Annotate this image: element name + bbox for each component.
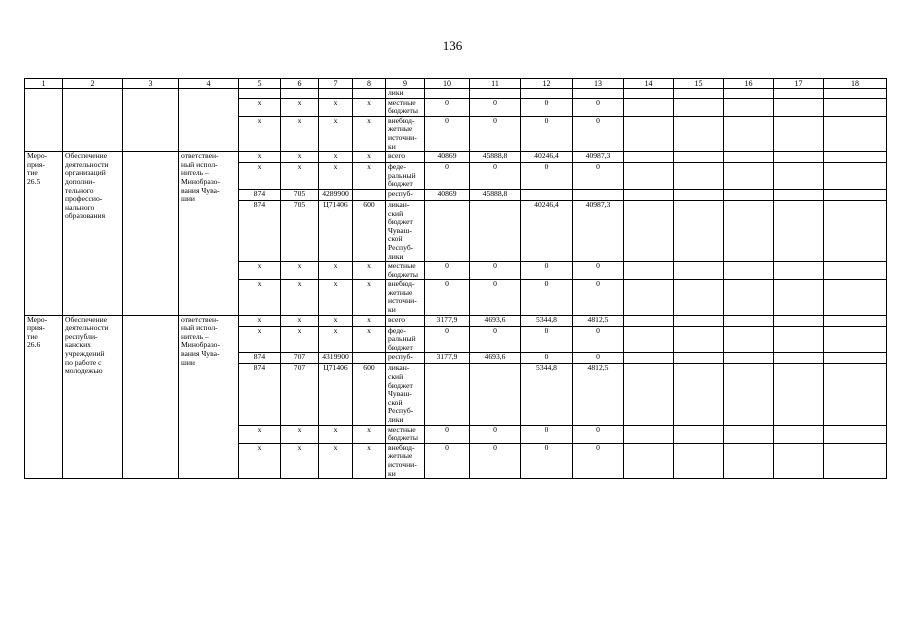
cell-empty-col15 <box>674 425 724 443</box>
cell-chapter: 874 <box>239 353 281 364</box>
cell-empty-col14 <box>624 262 674 280</box>
cell-value-col10: 0 <box>425 425 470 443</box>
cell-empty-col14 <box>624 315 674 326</box>
cell-value-col10: 0 <box>425 163 470 190</box>
cell-empty-col18 <box>824 98 887 116</box>
cell-executor <box>179 89 239 152</box>
cell-empty-col15 <box>674 353 724 364</box>
cell-empty-col16 <box>724 280 774 315</box>
cell-value-col10: 3177,9 <box>425 315 470 326</box>
cell-empty-col17 <box>774 326 824 353</box>
cell-funding-source: феде- ральный бюджет <box>386 326 425 353</box>
cell-target-article: х <box>319 152 353 163</box>
cell-funding-source: ликан- ский бюджет Чуваш- ской Респуб- лики <box>386 364 425 425</box>
cell-section: х <box>281 152 319 163</box>
cell-section: 707 <box>281 353 319 364</box>
cell-empty-col18 <box>824 116 887 151</box>
cell-value-col12: 0 <box>521 98 573 116</box>
cell-value-col11: 45888,8 <box>470 152 521 163</box>
cell-expense-type: 600 <box>353 364 386 425</box>
cell-target-article: х <box>319 98 353 116</box>
header-cell: 7 <box>319 79 353 89</box>
cell-value-col11: 0 <box>470 116 521 151</box>
cell-target-article: х <box>319 425 353 443</box>
cell-empty-col14 <box>624 364 674 425</box>
header-cell: 13 <box>573 79 624 89</box>
cell-target-article: 4319900 <box>319 353 353 364</box>
cell-col3 <box>123 152 179 316</box>
cell-empty-col14 <box>624 443 674 478</box>
cell-expense-type: х <box>353 152 386 163</box>
page-number: 136 <box>442 38 463 53</box>
cell-chapter: х <box>239 425 281 443</box>
cell-empty-col14 <box>624 353 674 364</box>
header-cell: 2 <box>63 79 123 89</box>
cell-value-col11 <box>470 200 521 261</box>
cell-empty-col16 <box>724 326 774 353</box>
cell-value-col13: 0 <box>573 116 624 151</box>
cell-value-col10: 0 <box>425 262 470 280</box>
cell-value-col13: 0 <box>573 280 624 315</box>
cell-empty-col15 <box>674 364 724 425</box>
cell-empty-col16 <box>724 364 774 425</box>
cell-funding-source: ликан- ский бюджет Чуваш- ской Респуб- лики <box>386 200 425 261</box>
cell-value-col13: 40987,3 <box>573 152 624 163</box>
cell-chapter: х <box>239 315 281 326</box>
cell-chapter: х <box>239 116 281 151</box>
cell-value-col11: 4693,6 <box>470 315 521 326</box>
cell-section: 707 <box>281 364 319 425</box>
header-cell: 16 <box>724 79 774 89</box>
cell-value-col12: 5344,8 <box>521 364 573 425</box>
cell-value-col11: 45888,8 <box>470 189 521 200</box>
cell-expense-type: х <box>353 326 386 353</box>
table-row <box>25 315 887 326</box>
cell-value-col13: 40987,3 <box>573 200 624 261</box>
cell-section: х <box>281 280 319 315</box>
cell-measure-name: Обеспечение деятельности республи- канских учреждений по работе с молодежью <box>63 315 123 479</box>
cell-chapter: х <box>239 262 281 280</box>
cell-value-col11: 0 <box>470 163 521 190</box>
cell-empty-col17 <box>774 353 824 364</box>
cell-empty <box>319 89 353 99</box>
cell-funding-source: всего <box>386 152 425 163</box>
cell-value-col13: 0 <box>573 98 624 116</box>
cell-expense-type: 600 <box>353 200 386 261</box>
cell-value-col13: 0 <box>573 425 624 443</box>
cell-empty-col16 <box>724 262 774 280</box>
cell-value-col12: 0 <box>521 326 573 353</box>
header-cell: 17 <box>774 79 824 89</box>
cell-expense-type <box>353 189 386 200</box>
cell-empty-col16 <box>724 443 774 478</box>
cell-empty-col15 <box>674 262 724 280</box>
cell-expense-type: х <box>353 262 386 280</box>
cell-value-col10: 0 <box>425 443 470 478</box>
cell-value-col12: 40246,4 <box>521 152 573 163</box>
cell-empty <box>674 89 724 99</box>
cell-section: х <box>281 98 319 116</box>
cell-chapter: х <box>239 326 281 353</box>
cell-empty <box>239 89 281 99</box>
cell-section: х <box>281 262 319 280</box>
cell-empty-col16 <box>724 353 774 364</box>
cell-empty-col16 <box>724 315 774 326</box>
cell-empty-col18 <box>824 280 887 315</box>
cell-empty-col18 <box>824 189 887 200</box>
cell-empty-col16 <box>724 152 774 163</box>
cell-funding-source: местные бюджеты <box>386 262 425 280</box>
cell-empty-col14 <box>624 189 674 200</box>
cell-expense-type: х <box>353 315 386 326</box>
cell-empty-col14 <box>624 326 674 353</box>
cell-empty-col18 <box>824 315 887 326</box>
cell-empty-col18 <box>824 364 887 425</box>
cell-funding-source: внебюд- жетные источни- ки <box>386 443 425 478</box>
header-cell: 15 <box>674 79 724 89</box>
cell-empty-col16 <box>724 200 774 261</box>
cell-target-article: х <box>319 315 353 326</box>
cell-value-col13: 0 <box>573 353 624 364</box>
cell-empty-col17 <box>774 189 824 200</box>
cell-value-col10: 0 <box>425 98 470 116</box>
cell-empty-col15 <box>674 116 724 151</box>
cell-empty-col17 <box>774 116 824 151</box>
cell-value-col11: 0 <box>470 262 521 280</box>
cell-empty-col17 <box>774 315 824 326</box>
cell-empty <box>624 89 674 99</box>
cell-value-col10 <box>425 200 470 261</box>
cell-empty-col16 <box>724 425 774 443</box>
cell-measure-name <box>63 89 123 152</box>
cell-funding-source: феде- ральный бюджет <box>386 163 425 190</box>
cell-empty-col16 <box>724 163 774 190</box>
cell-expense-type: х <box>353 280 386 315</box>
cell-value-col10: 40869 <box>425 189 470 200</box>
cell-value-col11: 0 <box>470 425 521 443</box>
cell-funding-source: внебюд- жетные источни- ки <box>386 280 425 315</box>
cell-chapter: х <box>239 152 281 163</box>
cell-section: х <box>281 163 319 190</box>
cell-value-col10: 40869 <box>425 152 470 163</box>
cell-empty-col15 <box>674 326 724 353</box>
cell-empty <box>521 89 573 99</box>
cell-chapter: х <box>239 280 281 315</box>
cell-empty-col15 <box>674 98 724 116</box>
cell-empty-col15 <box>674 443 724 478</box>
cell-value-col13: 4812,5 <box>573 364 624 425</box>
cell-empty-col17 <box>774 200 824 261</box>
cell-target-article: х <box>319 262 353 280</box>
cell-empty-col18 <box>824 200 887 261</box>
cell-empty-col18 <box>824 152 887 163</box>
cell-empty-col18 <box>824 262 887 280</box>
cell-empty-col18 <box>824 425 887 443</box>
cell-empty-col15 <box>674 200 724 261</box>
cell-section: 705 <box>281 200 319 261</box>
cell-value-col12: 0 <box>521 353 573 364</box>
cell-funding-source: местные бюджеты <box>386 425 425 443</box>
cell-empty <box>824 89 887 99</box>
cell-target-article: х <box>319 163 353 190</box>
cell-funding-source: респуб- <box>386 353 425 364</box>
cell-target-article: х <box>319 280 353 315</box>
cell-empty-col17 <box>774 425 824 443</box>
cell-empty-col18 <box>824 326 887 353</box>
header-cell: 9 <box>386 79 425 89</box>
cell-value-col10: 0 <box>425 280 470 315</box>
cell-funding-source: респуб- <box>386 189 425 200</box>
cell-empty <box>353 89 386 99</box>
cell-section: х <box>281 326 319 353</box>
cell-value-col12: 0 <box>521 262 573 280</box>
cell-expense-type: х <box>353 163 386 190</box>
cell-chapter: х <box>239 163 281 190</box>
header-cell: 10 <box>425 79 470 89</box>
cell-value-col13: 0 <box>573 163 624 190</box>
cell-expense-type: х <box>353 98 386 116</box>
cell-chapter: 874 <box>239 200 281 261</box>
cell-funding-source: местные бюджеты <box>386 98 425 116</box>
header-cell: 14 <box>624 79 674 89</box>
cell-empty-col17 <box>774 443 824 478</box>
cell-value-col12: 0 <box>521 443 573 478</box>
cell-empty-col15 <box>674 163 724 190</box>
cell-target-article: Ц71406 <box>319 200 353 261</box>
cell-target-article: х <box>319 443 353 478</box>
cell-empty-col16 <box>724 98 774 116</box>
cell-empty-col16 <box>724 189 774 200</box>
cell-expense-type: х <box>353 425 386 443</box>
cell-value-col12: 0 <box>521 280 573 315</box>
cell-empty-col17 <box>774 262 824 280</box>
cell-empty-col15 <box>674 152 724 163</box>
cell-section: х <box>281 116 319 151</box>
cell-measure-label: Меро- прия- тие 26.6 <box>25 315 63 479</box>
cell-value-col13: 0 <box>573 262 624 280</box>
cell-executor: ответствен- ный испол- нитель – Минобразо- вания Чува- шии <box>179 315 239 479</box>
header-cell: 18 <box>824 79 887 89</box>
cell-expense-type <box>353 353 386 364</box>
cell-empty-col14 <box>624 425 674 443</box>
cell-value-col11 <box>470 364 521 425</box>
cell-target-article: Ц71406 <box>319 364 353 425</box>
cell-empty-col14 <box>624 152 674 163</box>
header-cell: 6 <box>281 79 319 89</box>
cell-value-col13 <box>573 189 624 200</box>
header-cell: 12 <box>521 79 573 89</box>
cell-chapter: х <box>239 98 281 116</box>
cell-col3 <box>123 315 179 479</box>
cell-empty-col17 <box>774 98 824 116</box>
header-cell: 1 <box>25 79 63 89</box>
cell-empty-col17 <box>774 280 824 315</box>
cell-value-col12: 0 <box>521 116 573 151</box>
cell-empty <box>425 89 470 99</box>
cell-empty-col16 <box>724 116 774 151</box>
cell-section: х <box>281 425 319 443</box>
cell-value-col12: 5344,8 <box>521 315 573 326</box>
cell-funding-source: лики <box>386 89 425 99</box>
cell-value-col13: 0 <box>573 326 624 353</box>
table-row <box>25 152 887 163</box>
cell-empty <box>470 89 521 99</box>
header-cell: 8 <box>353 79 386 89</box>
header-row <box>25 79 887 89</box>
cell-value-col11: 0 <box>470 443 521 478</box>
cell-executor: ответствен- ный испол- нитель – Минобразо- вания Чува- шии <box>179 152 239 316</box>
cell-empty-col14 <box>624 98 674 116</box>
cell-chapter: х <box>239 443 281 478</box>
cell-measure-name: Обеспечение деятельности организаций дополни- тельного профессио- нального образования <box>63 152 123 316</box>
cell-expense-type: х <box>353 116 386 151</box>
header-cell: 5 <box>239 79 281 89</box>
header-cell: 4 <box>179 79 239 89</box>
cell-empty-col17 <box>774 163 824 190</box>
cell-empty <box>281 89 319 99</box>
cell-value-col10: 0 <box>425 326 470 353</box>
header-cell: 11 <box>470 79 521 89</box>
cell-value-col10: 0 <box>425 116 470 151</box>
cell-section: х <box>281 443 319 478</box>
cell-target-article: 4289900 <box>319 189 353 200</box>
cell-value-col12: 0 <box>521 163 573 190</box>
cell-value-col11: 0 <box>470 280 521 315</box>
cell-funding-source: внебюд- жетные источни- ки <box>386 116 425 151</box>
cell-col3 <box>123 89 179 152</box>
cell-expense-type: х <box>353 443 386 478</box>
cell-chapter: 874 <box>239 189 281 200</box>
cell-empty <box>724 89 774 99</box>
cell-target-article: х <box>319 116 353 151</box>
cell-section: х <box>281 315 319 326</box>
cell-chapter: 874 <box>239 364 281 425</box>
cell-value-col10 <box>425 364 470 425</box>
cell-empty-col14 <box>624 280 674 315</box>
cell-measure-label <box>25 89 63 152</box>
cell-empty-col14 <box>624 116 674 151</box>
cell-empty-col17 <box>774 364 824 425</box>
header-cell: 3 <box>123 79 179 89</box>
budget-table <box>24 78 887 479</box>
cell-value-col12: 0 <box>521 425 573 443</box>
cell-empty-col15 <box>674 315 724 326</box>
cell-section: 705 <box>281 189 319 200</box>
cell-empty-col17 <box>774 152 824 163</box>
cell-value-col11: 0 <box>470 98 521 116</box>
cell-value-col11: 4693,6 <box>470 353 521 364</box>
cell-empty <box>774 89 824 99</box>
cell-funding-source: всего <box>386 315 425 326</box>
cell-empty <box>573 89 624 99</box>
cell-target-article: х <box>319 326 353 353</box>
cell-empty-col15 <box>674 280 724 315</box>
cell-empty-col14 <box>624 200 674 261</box>
cell-empty-col14 <box>624 163 674 190</box>
cell-empty-col18 <box>824 353 887 364</box>
cell-empty-col15 <box>674 189 724 200</box>
cell-value-col13: 0 <box>573 443 624 478</box>
cell-empty-col18 <box>824 163 887 190</box>
cell-value-col11: 0 <box>470 326 521 353</box>
cell-value-col10: 3177,9 <box>425 353 470 364</box>
cell-value-col12: 40246,4 <box>521 200 573 261</box>
table-row <box>25 89 887 99</box>
cell-measure-label: Меро- прия- тие 26.5 <box>25 152 63 316</box>
cell-empty-col18 <box>824 443 887 478</box>
cell-value-col13: 4812,5 <box>573 315 624 326</box>
cell-value-col12 <box>521 189 573 200</box>
